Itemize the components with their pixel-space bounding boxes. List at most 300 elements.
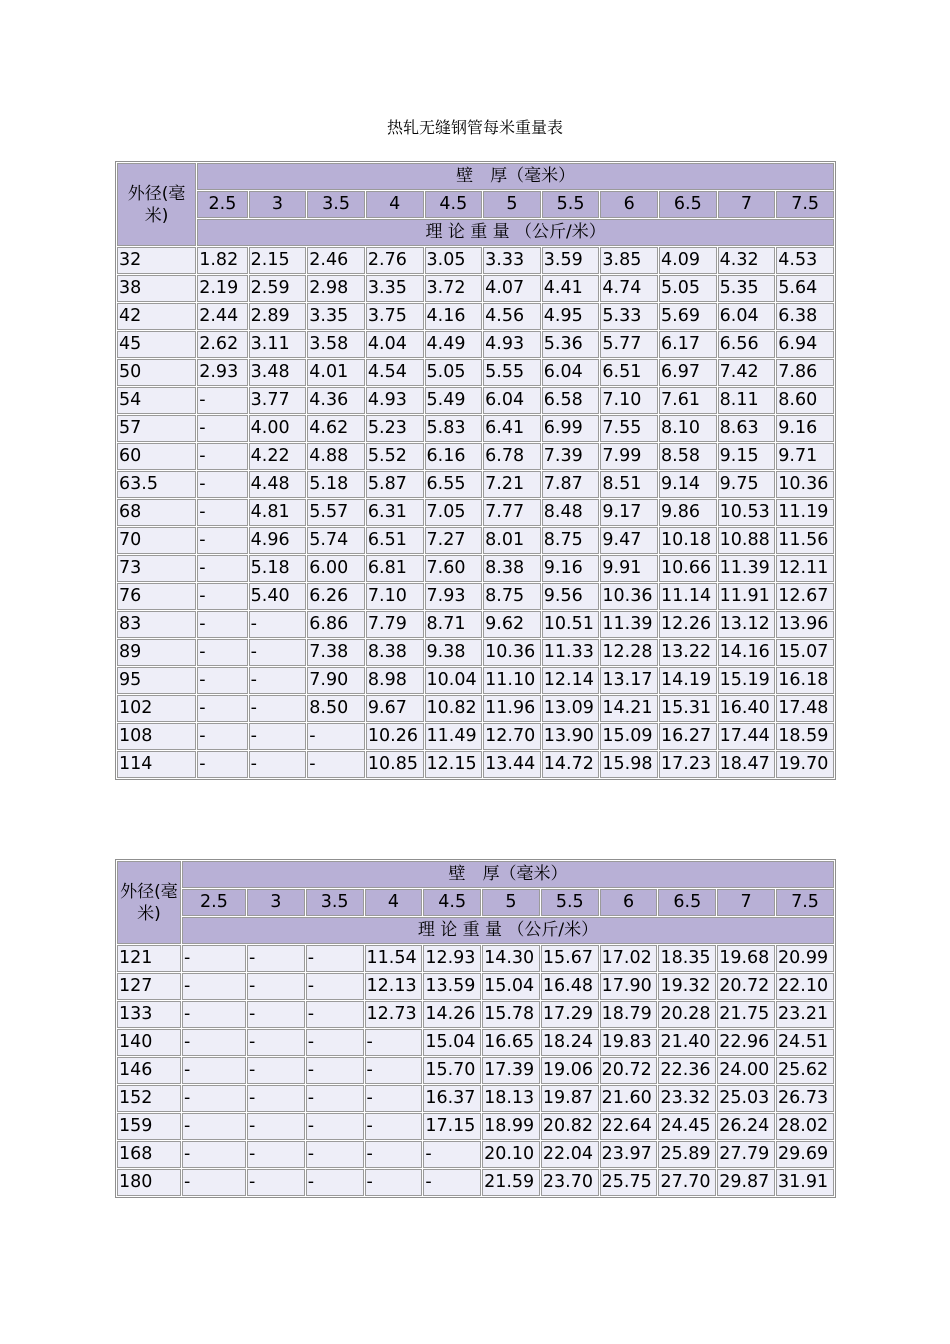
weight-cell: 17.02	[600, 945, 658, 972]
weight-cell: 17.90	[600, 973, 658, 1000]
thickness-cell: 7.5	[776, 889, 834, 916]
theoretical-weight-header: 理 论 重 量 （公斤/米）	[182, 917, 834, 944]
weight-cell: 6.04	[483, 387, 541, 414]
table-row	[117, 555, 834, 582]
weight-cell: 5.18	[307, 471, 365, 498]
weight-cell: 5.33	[600, 303, 658, 330]
weight-cell: 6.00	[307, 555, 365, 582]
weight-cell: 4.32	[718, 247, 776, 274]
table-row	[117, 275, 834, 302]
thickness-cell: 4.5	[425, 191, 483, 218]
weight-cell: 9.67	[366, 695, 424, 722]
weight-cell: 22.04	[541, 1141, 599, 1168]
weight-cell: 6.26	[307, 583, 365, 610]
weight-cell: 22.10	[776, 973, 834, 1000]
thickness-cell: 3	[249, 191, 307, 218]
weight-cell: 3.75	[366, 303, 424, 330]
weight-cell: 7.60	[425, 555, 483, 582]
table-row	[117, 973, 834, 1000]
weight-cell: -	[306, 1001, 364, 1028]
weight-cell: 26.73	[776, 1085, 834, 1112]
weight-cell: 7.42	[718, 359, 776, 386]
weight-cell: 4.95	[542, 303, 600, 330]
weight-cell: -	[306, 1141, 364, 1168]
weight-cell: 8.58	[659, 443, 717, 470]
weight-table-2	[115, 859, 836, 1198]
weight-cell: 29.87	[717, 1169, 775, 1196]
diameter-cell: 38	[117, 275, 196, 302]
weight-cell: 5.64	[776, 275, 834, 302]
weight-cell: 10.18	[659, 527, 717, 554]
thickness-cell: 4	[365, 889, 423, 916]
weight-cell: 13.12	[718, 611, 776, 638]
weight-cell: 6.16	[425, 443, 483, 470]
weight-cell: -	[247, 1113, 305, 1140]
weight-cell: -	[247, 1169, 305, 1196]
weight-cell: 1.82	[197, 247, 247, 274]
weight-cell: -	[306, 1057, 364, 1084]
weight-cell: 4.41	[542, 275, 600, 302]
weight-cell: 5.35	[718, 275, 776, 302]
weight-cell: 3.35	[307, 303, 365, 330]
weight-cell: -	[197, 723, 247, 750]
weight-cell: 2.93	[197, 359, 247, 386]
weight-cell: 13.96	[776, 611, 834, 638]
table-row	[117, 303, 834, 330]
weight-cell: 9.91	[600, 555, 658, 582]
weight-cell: 11.96	[483, 695, 541, 722]
weight-cell: 15.04	[482, 973, 540, 1000]
weight-cell: -	[247, 1001, 305, 1028]
weight-cell: -	[247, 1057, 305, 1084]
weight-cell: 11.56	[776, 527, 834, 554]
weight-cell: 29.69	[776, 1141, 834, 1168]
weight-cell: 13.59	[423, 973, 481, 1000]
weight-cell: 25.03	[717, 1085, 775, 1112]
weight-cell: -	[365, 1141, 423, 1168]
weight-cell: 22.36	[658, 1057, 716, 1084]
diameter-cell: 168	[117, 1141, 181, 1168]
outer-diameter-header: 外径(毫米)	[117, 163, 196, 246]
weight-cell: -	[197, 499, 247, 526]
weight-cell: 6.41	[483, 415, 541, 442]
weight-cell: 18.13	[482, 1085, 540, 1112]
thickness-cell: 5	[482, 889, 540, 916]
weight-cell: 12.67	[776, 583, 834, 610]
weight-cell: -	[365, 1029, 423, 1056]
diameter-cell: 60	[117, 443, 196, 470]
table-row	[117, 1001, 834, 1028]
weight-cell: 7.86	[776, 359, 834, 386]
table-row	[117, 527, 834, 554]
weight-cell: -	[247, 973, 305, 1000]
weight-cell: 15.31	[659, 695, 717, 722]
outer-diameter-header: 外径(毫米)	[117, 861, 181, 944]
weight-cell: 3.77	[249, 387, 307, 414]
weight-cell: 8.75	[542, 527, 600, 554]
page-title: 热轧无缝钢管每米重量表	[386, 118, 563, 137]
diameter-cell: 152	[117, 1085, 181, 1112]
weight-cell: 3.33	[483, 247, 541, 274]
weight-cell: 23.21	[776, 1001, 834, 1028]
diameter-cell: 127	[117, 973, 181, 1000]
weight-cell: -	[197, 387, 247, 414]
table-body	[117, 247, 834, 778]
weight-cell: 4.93	[366, 387, 424, 414]
header-row-weight	[117, 219, 834, 246]
weight-cell: 4.49	[425, 331, 483, 358]
weight-cell: 5.49	[425, 387, 483, 414]
weight-cell: 20.99	[776, 945, 834, 972]
weight-cell: 2.98	[307, 275, 365, 302]
table-row	[117, 639, 834, 666]
weight-cell: 6.17	[659, 331, 717, 358]
weight-cell: 6.81	[366, 555, 424, 582]
weight-cell: 4.81	[249, 499, 307, 526]
weight-cell: -	[247, 945, 305, 972]
weight-cell: -	[423, 1169, 481, 1196]
weight-cell: 5.05	[659, 275, 717, 302]
diameter-cell: 102	[117, 695, 196, 722]
weight-cell: -	[249, 667, 307, 694]
weight-cell: 11.39	[718, 555, 776, 582]
weight-cell: 10.26	[366, 723, 424, 750]
thickness-cell: 4	[366, 191, 424, 218]
weight-cell: 15.04	[423, 1029, 481, 1056]
weight-cell: 8.01	[483, 527, 541, 554]
weight-cell: 20.72	[600, 1057, 658, 1084]
thickness-cell: 3.5	[307, 191, 365, 218]
weight-cell: 7.93	[425, 583, 483, 610]
thickness-cell: 7	[717, 889, 775, 916]
weight-cell: 5.74	[307, 527, 365, 554]
weight-cell: -	[365, 1057, 423, 1084]
table-row	[117, 331, 834, 358]
weight-cell: 7.55	[600, 415, 658, 442]
diameter-cell: 95	[117, 667, 196, 694]
weight-cell: -	[197, 695, 247, 722]
diameter-cell: 159	[117, 1113, 181, 1140]
diameter-cell: 54	[117, 387, 196, 414]
thickness-cell: 2.5	[197, 191, 247, 218]
weight-cell: 5.57	[307, 499, 365, 526]
weight-cell: 4.04	[366, 331, 424, 358]
diameter-cell: 50	[117, 359, 196, 386]
weight-cell: 15.70	[423, 1057, 481, 1084]
weight-cell: 4.62	[307, 415, 365, 442]
weight-cell: 8.38	[366, 639, 424, 666]
weight-cell: 4.74	[600, 275, 658, 302]
weight-cell: 5.52	[366, 443, 424, 470]
diameter-cell: 68	[117, 499, 196, 526]
weight-cell: 9.47	[600, 527, 658, 554]
table-row	[117, 751, 834, 778]
weight-cell: 4.07	[483, 275, 541, 302]
weight-cell: 11.54	[365, 945, 423, 972]
weight-cell: 21.40	[658, 1029, 716, 1056]
weight-cell: 15.98	[600, 751, 658, 778]
weight-cell: 18.24	[541, 1029, 599, 1056]
weight-cell: 6.58	[542, 387, 600, 414]
weight-cell: -	[307, 723, 365, 750]
weight-cell: 7.39	[542, 443, 600, 470]
weight-cell: 5.40	[249, 583, 307, 610]
weight-cell: 11.39	[600, 611, 658, 638]
weight-cell: 16.40	[718, 695, 776, 722]
weight-cell: 13.09	[542, 695, 600, 722]
table-row	[117, 945, 834, 972]
weight-cell: -	[182, 1113, 246, 1140]
weight-cell: 13.44	[483, 751, 541, 778]
table-row	[117, 1085, 834, 1112]
weight-cell: 23.32	[658, 1085, 716, 1112]
weight-cell: 2.62	[197, 331, 247, 358]
weight-cell: 3.85	[600, 247, 658, 274]
weight-cell: 27.70	[658, 1169, 716, 1196]
weight-cell: -	[247, 1141, 305, 1168]
weight-cell: -	[365, 1169, 423, 1196]
weight-cell: 17.39	[482, 1057, 540, 1084]
weight-cell: -	[249, 723, 307, 750]
weight-cell: 3.48	[249, 359, 307, 386]
table-body	[117, 945, 834, 1196]
weight-cell: 7.21	[483, 471, 541, 498]
table-row	[117, 387, 834, 414]
weight-cell: 23.97	[600, 1141, 658, 1168]
weight-cell: 24.51	[776, 1029, 834, 1056]
weight-cell: 13.17	[600, 667, 658, 694]
weight-cell: 4.09	[659, 247, 717, 274]
weight-cell: 12.93	[423, 945, 481, 972]
weight-cell: -	[306, 1029, 364, 1056]
table-row	[117, 723, 834, 750]
weight-cell: 15.78	[482, 1001, 540, 1028]
weight-cell: 8.60	[776, 387, 834, 414]
weight-cell: 21.75	[717, 1001, 775, 1028]
weight-cell: 11.19	[776, 499, 834, 526]
thickness-cell: 7	[718, 191, 776, 218]
weight-cell: 21.60	[600, 1085, 658, 1112]
weight-cell: 7.61	[659, 387, 717, 414]
weight-cell: 14.72	[542, 751, 600, 778]
weight-cell: 6.31	[366, 499, 424, 526]
weight-cell: 10.88	[718, 527, 776, 554]
thickness-cell: 6.5	[658, 889, 716, 916]
weight-cell: 18.59	[776, 723, 834, 750]
weight-cell: 6.51	[600, 359, 658, 386]
weight-cell: 9.14	[659, 471, 717, 498]
diameter-cell: 89	[117, 639, 196, 666]
diameter-cell: 108	[117, 723, 196, 750]
weight-table-1	[115, 161, 836, 780]
weight-cell: -	[249, 639, 307, 666]
weight-cell: -	[247, 1085, 305, 1112]
table-row	[117, 695, 834, 722]
weight-cell: 8.63	[718, 415, 776, 442]
diameter-cell: 32	[117, 247, 196, 274]
weight-cell: 19.87	[541, 1085, 599, 1112]
weight-cell: 2.89	[249, 303, 307, 330]
weight-cell: 9.71	[776, 443, 834, 470]
weight-cell: 18.79	[600, 1001, 658, 1028]
weight-cell: 12.15	[425, 751, 483, 778]
table-row	[117, 415, 834, 442]
table-row	[117, 471, 834, 498]
weight-cell: 4.00	[249, 415, 307, 442]
weight-cell: 8.51	[600, 471, 658, 498]
thickness-cell: 6.5	[659, 191, 717, 218]
diameter-cell: 76	[117, 583, 196, 610]
weight-cell: 7.99	[600, 443, 658, 470]
weight-cell: 7.90	[307, 667, 365, 694]
weight-cell: 16.27	[659, 723, 717, 750]
weight-cell: -	[182, 973, 246, 1000]
weight-cell: 4.16	[425, 303, 483, 330]
diameter-cell: 121	[117, 945, 181, 972]
table-row	[117, 443, 834, 470]
weight-cell: 8.48	[542, 499, 600, 526]
weight-cell: 8.38	[483, 555, 541, 582]
weight-cell: -	[249, 695, 307, 722]
weight-cell: 10.82	[425, 695, 483, 722]
weight-cell: 17.48	[776, 695, 834, 722]
weight-cell: 17.15	[423, 1113, 481, 1140]
weight-cell: -	[306, 973, 364, 1000]
weight-cell: 6.99	[542, 415, 600, 442]
weight-cell: 7.38	[307, 639, 365, 666]
thickness-cell: 6	[600, 889, 658, 916]
table-row	[117, 1029, 834, 1056]
weight-cell: 6.04	[542, 359, 600, 386]
weight-cell: 9.16	[542, 555, 600, 582]
weight-cell: 17.44	[718, 723, 776, 750]
weight-cell: 12.26	[659, 611, 717, 638]
weight-cell: 31.91	[776, 1169, 834, 1196]
diameter-cell: 42	[117, 303, 196, 330]
weight-cell: 9.17	[600, 499, 658, 526]
weight-cell: 12.73	[365, 1001, 423, 1028]
weight-cell: 16.65	[482, 1029, 540, 1056]
weight-cell: 18.47	[718, 751, 776, 778]
weight-cell: 14.21	[600, 695, 658, 722]
weight-cell: 6.55	[425, 471, 483, 498]
weight-cell: 5.18	[249, 555, 307, 582]
header-row-wall	[117, 163, 834, 190]
weight-cell: 21.59	[482, 1169, 540, 1196]
weight-cell: 13.22	[659, 639, 717, 666]
table-row	[117, 583, 834, 610]
weight-cell: 7.87	[542, 471, 600, 498]
weight-cell: 3.59	[542, 247, 600, 274]
thickness-row	[117, 889, 834, 916]
weight-cell: 20.82	[541, 1113, 599, 1140]
weight-cell: 9.75	[718, 471, 776, 498]
diameter-cell: 63.5	[117, 471, 196, 498]
thickness-cell: 5.5	[542, 191, 600, 218]
weight-cell: 9.38	[425, 639, 483, 666]
weight-cell: 18.35	[658, 945, 716, 972]
weight-cell: 26.24	[717, 1113, 775, 1140]
weight-cell: 8.71	[425, 611, 483, 638]
weight-cell: 6.04	[718, 303, 776, 330]
theoretical-weight-header: 理 论 重 量 （公斤/米）	[197, 219, 834, 246]
table-row	[117, 611, 834, 638]
wall-thickness-header: 壁 厚（毫米）	[197, 163, 834, 190]
weight-cell: 22.96	[717, 1029, 775, 1056]
weight-cell: 3.11	[249, 331, 307, 358]
weight-cell: 6.94	[776, 331, 834, 358]
thickness-cell: 4.5	[423, 889, 481, 916]
weight-cell: -	[306, 1113, 364, 1140]
weight-cell: 6.51	[366, 527, 424, 554]
weight-cell: 24.45	[658, 1113, 716, 1140]
weight-cell: 4.22	[249, 443, 307, 470]
weight-cell: 7.79	[366, 611, 424, 638]
weight-cell: 3.35	[366, 275, 424, 302]
weight-cell: 9.56	[542, 583, 600, 610]
weight-cell: 2.46	[307, 247, 365, 274]
weight-cell: 22.64	[600, 1113, 658, 1140]
weight-cell: 19.68	[717, 945, 775, 972]
weight-cell: 5.05	[425, 359, 483, 386]
diameter-cell: 57	[117, 415, 196, 442]
weight-cell: 3.05	[425, 247, 483, 274]
thickness-cell: 2.5	[182, 889, 246, 916]
weight-cell: 14.19	[659, 667, 717, 694]
thickness-cell: 7.5	[776, 191, 834, 218]
thickness-cell: 3.5	[306, 889, 364, 916]
weight-cell: 20.72	[717, 973, 775, 1000]
diameter-cell: 70	[117, 527, 196, 554]
weight-cell: 4.93	[483, 331, 541, 358]
thickness-cell: 6	[600, 191, 658, 218]
weight-cell: 15.09	[600, 723, 658, 750]
table-row	[117, 1057, 834, 1084]
weight-cell: -	[182, 1141, 246, 1168]
weight-cell: 14.26	[423, 1001, 481, 1028]
weight-cell: 8.10	[659, 415, 717, 442]
thickness-cell: 3	[247, 889, 305, 916]
weight-cell: 4.54	[366, 359, 424, 386]
weight-cell: 5.87	[366, 471, 424, 498]
weight-cell: 24.00	[717, 1057, 775, 1084]
weight-cell: 4.36	[307, 387, 365, 414]
weight-cell: 5.77	[600, 331, 658, 358]
weight-cell: 5.83	[425, 415, 483, 442]
weight-cell: -	[365, 1113, 423, 1140]
weight-cell: 2.76	[366, 247, 424, 274]
weight-cell: 15.19	[718, 667, 776, 694]
weight-cell: 6.78	[483, 443, 541, 470]
weight-cell: -	[197, 639, 247, 666]
diameter-cell: 83	[117, 611, 196, 638]
weight-cell: 4.48	[249, 471, 307, 498]
weight-cell: 11.10	[483, 667, 541, 694]
weight-cell: 4.53	[776, 247, 834, 274]
weight-cell: 8.98	[366, 667, 424, 694]
weight-cell: 11.33	[542, 639, 600, 666]
header-row-wall	[117, 861, 834, 888]
weight-cell: 15.07	[776, 639, 834, 666]
weight-cell: 10.04	[425, 667, 483, 694]
weight-cell: 19.70	[776, 751, 834, 778]
weight-cell: 10.36	[776, 471, 834, 498]
weight-cell: 7.10	[366, 583, 424, 610]
weight-cell: -	[182, 1169, 246, 1196]
weight-cell: 7.05	[425, 499, 483, 526]
weight-cell: 5.36	[542, 331, 600, 358]
weight-cell: -	[197, 611, 247, 638]
